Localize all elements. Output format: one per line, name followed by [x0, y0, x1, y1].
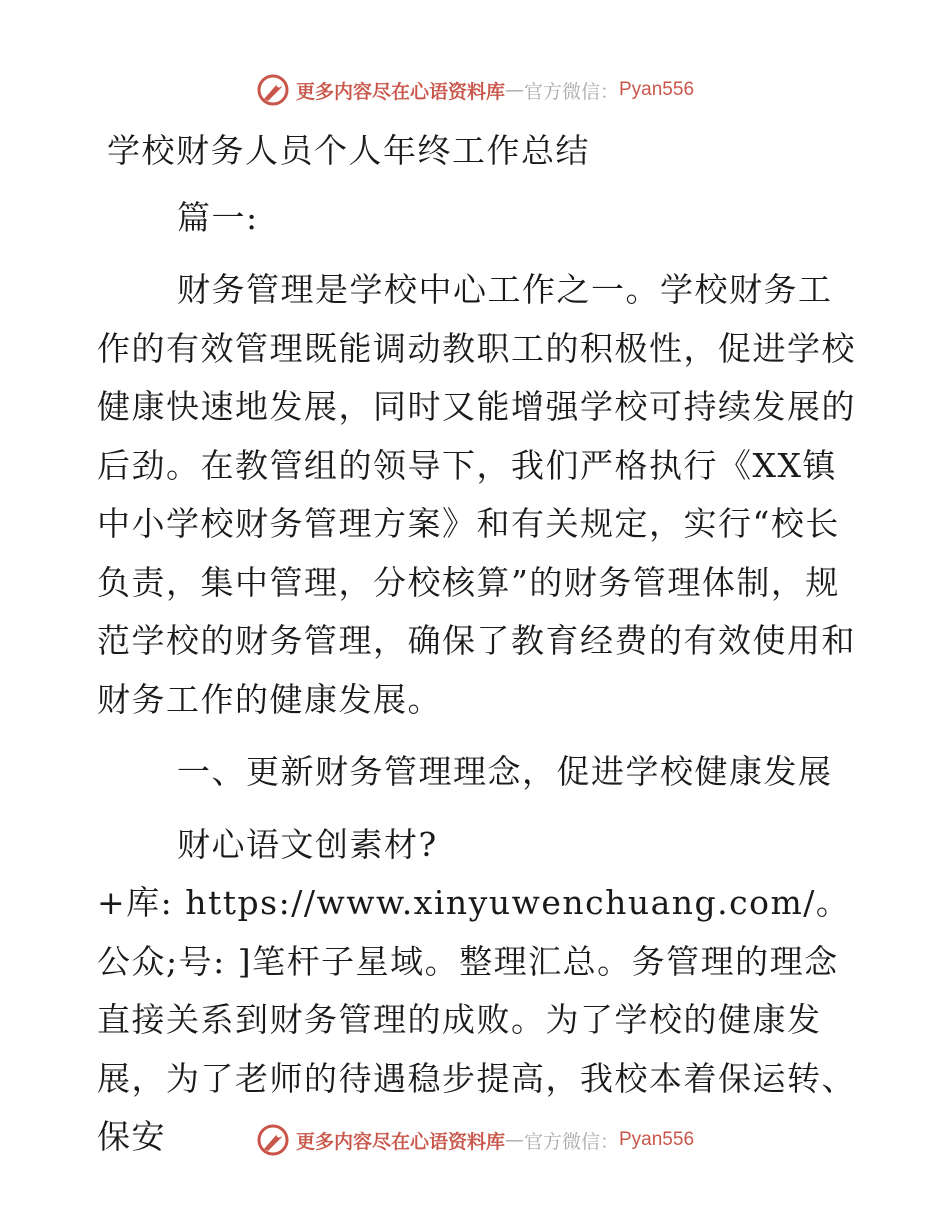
watermark-separator: — — [504, 1129, 524, 1151]
watermark-label: 官方微信： — [523, 1130, 619, 1153]
header-watermark — [0, 70, 950, 110]
document-title: 学校财务人员个人年终工作总结 — [107, 131, 590, 170]
watermark-brand: 更多内容尽在心语资料库 — [295, 80, 505, 103]
footer-watermark — [0, 1120, 950, 1160]
paragraph-1: 财务管理是学校中心工作之一。学校财务工作的有效管理既能调动教职工的积极性，促进学校健康快速地发展，同时又能增强学校可持续发展的后劲。在教管组的领导下，我们严格执行《XX镇中小学校财务管理方案》和有关规定，实行“校长负责，集中管理，分校核算”的财务管理体制，规范学校的财务管理，确保了教育经费的有效使用和财务工作的健康发展。 — [97, 270, 856, 719]
document-body — [97, 122, 857, 1167]
section-label: 篇一: — [177, 197, 259, 237]
watermark-separator: — — [504, 79, 524, 101]
paragraph-2: +库: https://www.xinyuwenchuang.com/。公众;号: ]笔杆子星域。整理汇总。务管理的理念直接关系到财务管理的成败。为了学校的健康发展，为了老师的待遇稳步提高，我校本着保运转、保安 — [97, 883, 856, 1156]
watermark-handle: Pyan556 — [619, 79, 695, 100]
line-misc: 财心语文创素材? — [177, 824, 438, 864]
pen-logo-icon — [256, 1123, 290, 1157]
watermark-handle: Pyan556 — [619, 1129, 695, 1150]
watermark-label: 官方微信： — [523, 80, 619, 103]
watermark-brand: 更多内容尽在心语资料库 — [295, 1130, 505, 1153]
pen-logo-icon — [256, 73, 290, 107]
heading-1: 一、更新财务管理理念，促进学校健康发展 — [177, 752, 833, 791]
